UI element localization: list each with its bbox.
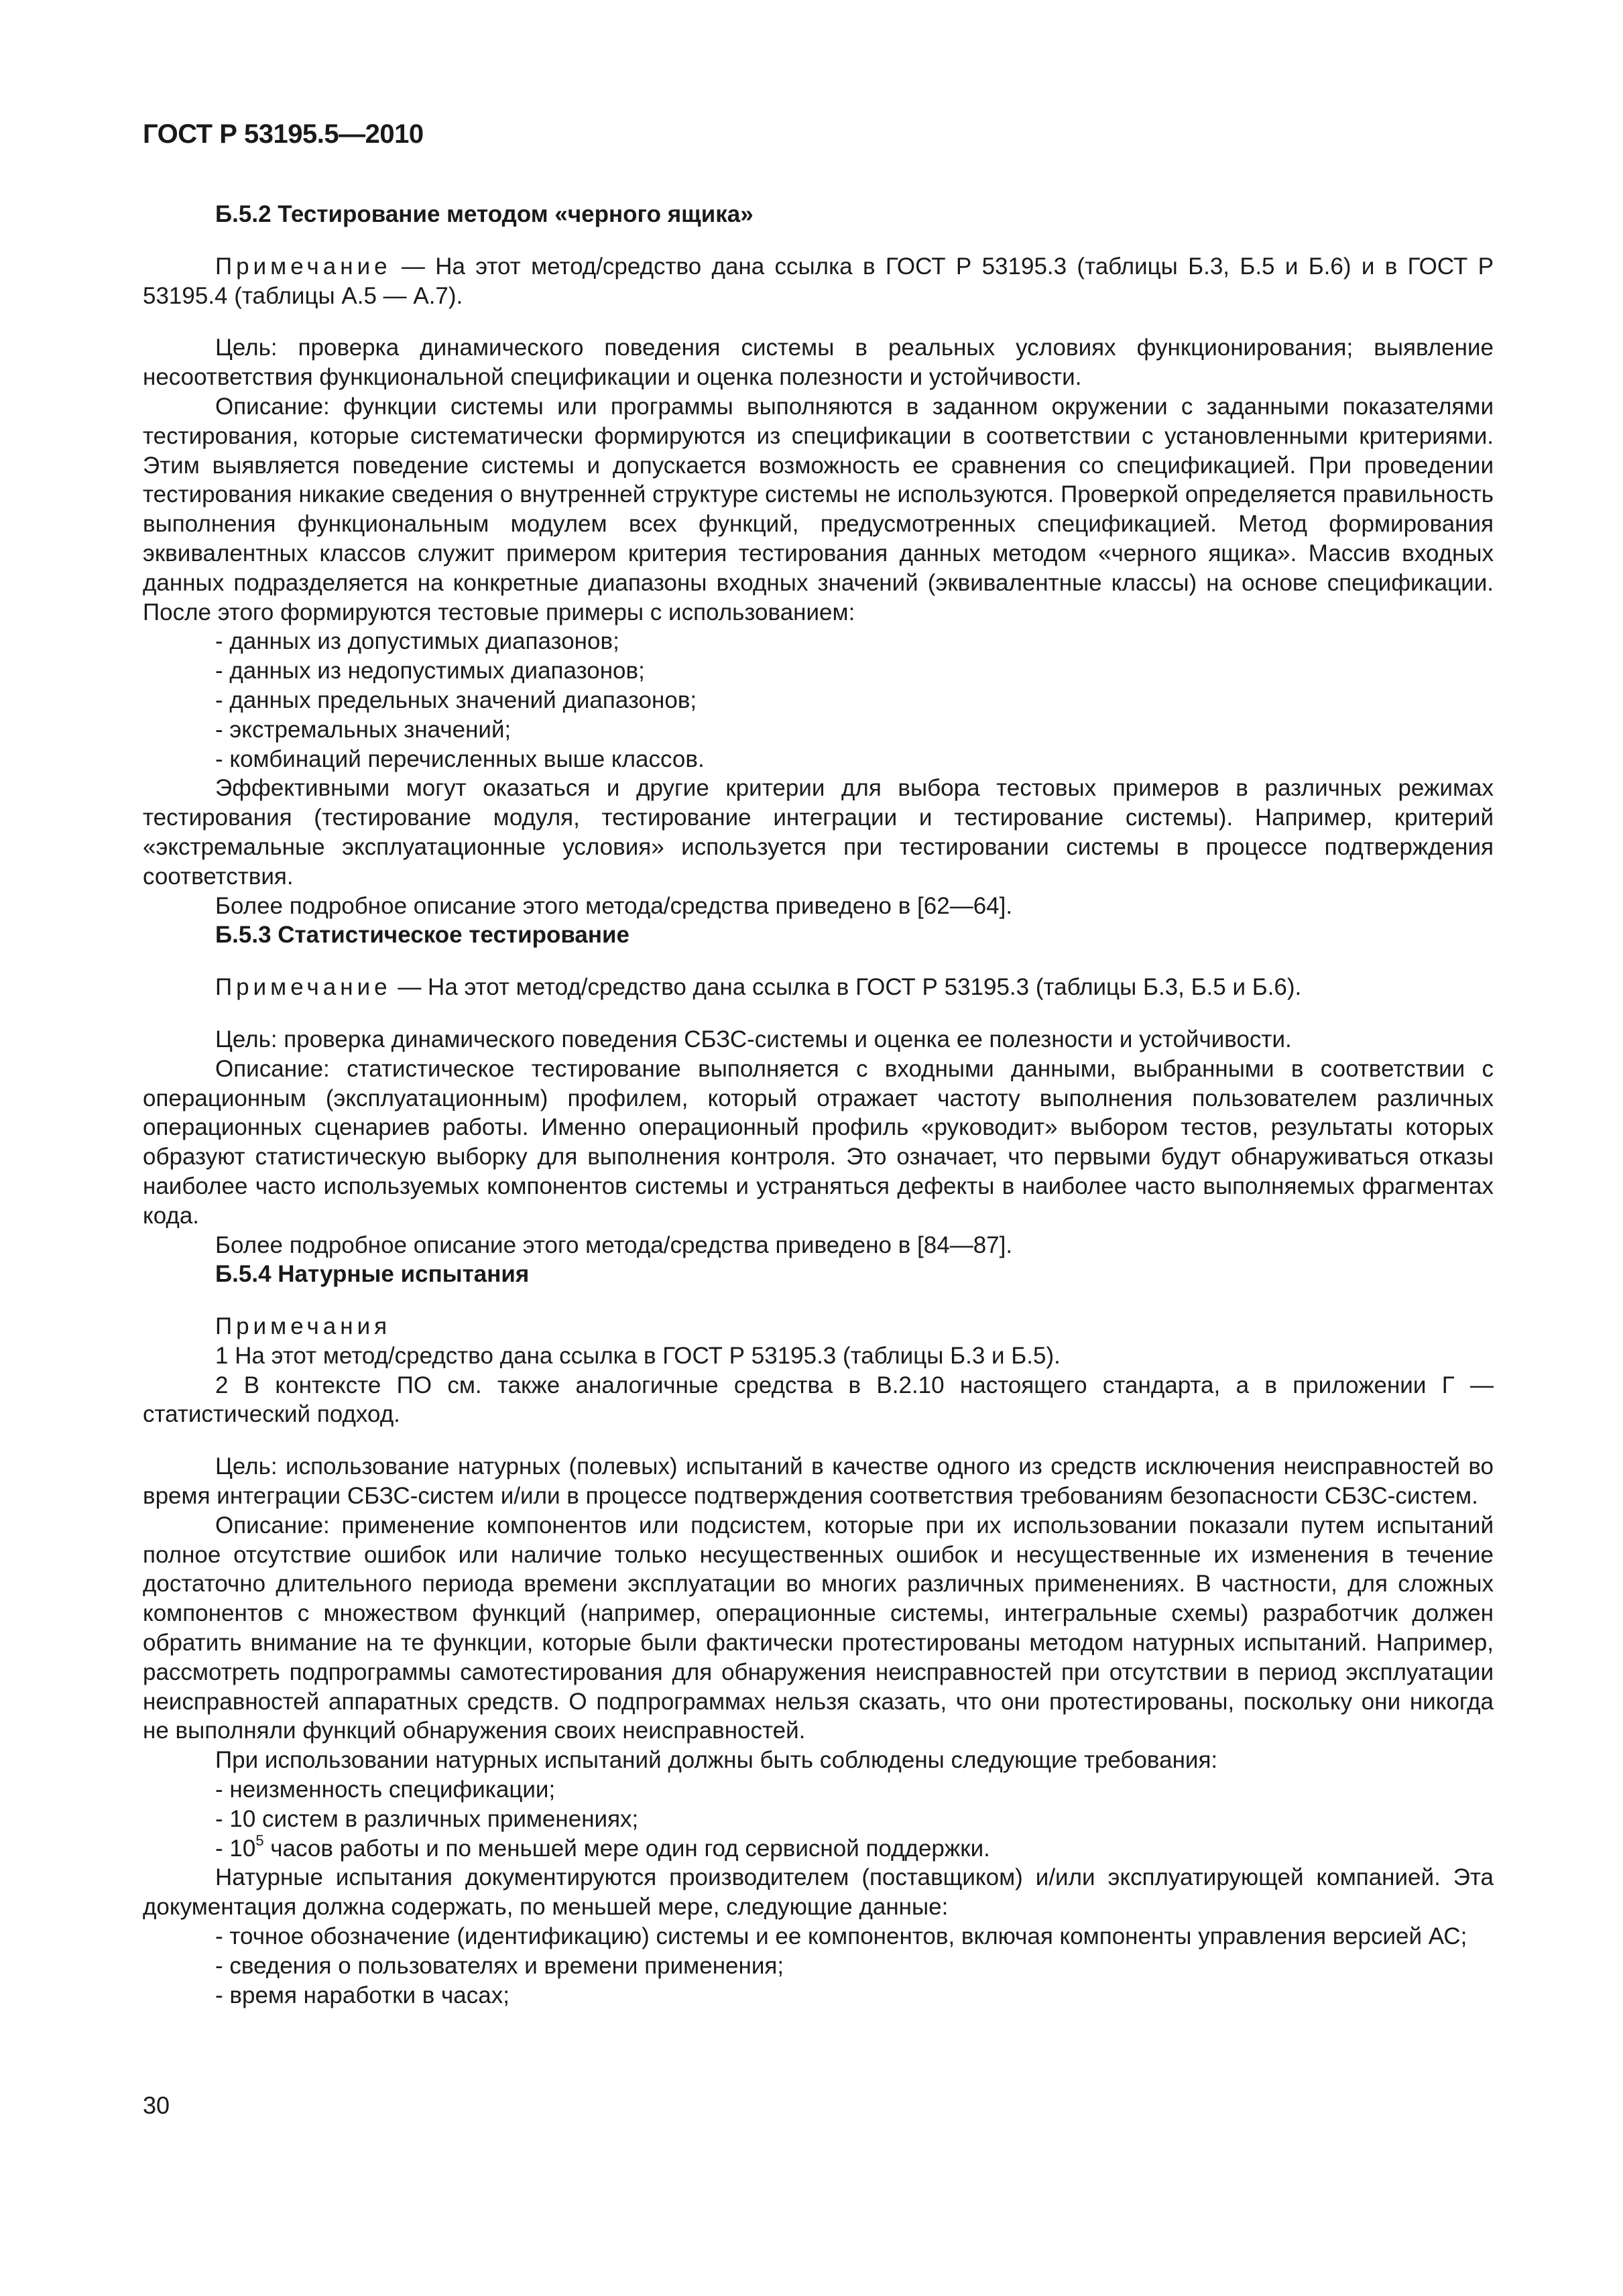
reference-b52: Более подробное описание этого метода/средства приведено в [62—64].: [215, 892, 1013, 919]
document-body: [143, 200, 1494, 2010]
section-heading-b54: Б.5.4 Натурные испытания: [215, 1261, 530, 1288]
description-b52: Описание: функции системы или программы выполняются в заданном окружении с заданными показателями тестирования, которые систематически формируются из спецификации в соответствии с установленными критериями. Этим выявляется поведение системы и допускается возможность ее сравнения со спецификацией. При проведении тестирования никакие сведения о внутренней структуре системы не используются. Проверкой определяется правильность выполнения функциональным модулем всех функций, предусмотренных спецификацией. Метод формирования эквивалентных классов служит примером критерия тестирования данных методом «черного ящика». Массив входных данных подразделяется на конкретные диапазоны входных значений (эквивалентные классы) на основе спецификации. После этого формируются тестовые примеры с использованием:: [143, 393, 1494, 625]
superscript: 5: [255, 1831, 264, 1849]
section-heading-b53: Б.5.3 Статистическое тестирование: [215, 922, 630, 949]
requirements-intro: При использовании натурных испытаний должны быть соблюдены следующие требования:: [215, 1747, 1218, 1774]
description-b54: Описание: применение компонентов или подсистем, которые при их использовании показали путем испытаний полное отсутствие ошибок или наличие только несущественных ошибок и несущественные их изменения в течение достаточно длительного периода времени эксплуатации во многих различных применениях. В частности, для сложных компонентов с множеством функций (например, операционные системы, интегральные схемы) разработчик должен обратить внимание на те функции, которые были фактически протестированы методом натурных испытаний. Например, рассмотреть подпрограммы самотестирования для обнаружения неисправностей при отсутствии в период эксплуатации неисправностей аппаратных средств. О подпрограммах нельзя сказать, что они протестированы, поскольку они никогда не выполняли функций обнаружения своих неисправностей.: [143, 1512, 1494, 1744]
list-item: - данных из недопустимых диапазонов;: [215, 658, 645, 684]
documentation-b54: Натурные испытания документируются производителем (поставщиком) и/или эксплуатирующей компанией. Эта документация должна содержать, по меньшей мере, следующие данные:: [143, 1864, 1494, 1921]
goal-b52: Цель: проверка динамического поведения системы в реальных условиях функционирования; выявление несоответствия функциональной спецификации и оценка полезности и устойчивости.: [143, 335, 1494, 391]
list-item: - 10 систем в различных применениях;: [215, 1805, 639, 1832]
req-text: - 10: [215, 1835, 256, 1862]
list-item: - время наработки в часах;: [215, 1982, 509, 2008]
note-text: — На этот метод/средство дана ссылка в ГОСТ Р 53195.3 (таблицы Б.3, Б.5 и Б.6).: [391, 974, 1302, 1001]
list-item: - комбинаций перечисленных выше классов.: [215, 745, 705, 772]
note-label: Примечание: [215, 974, 392, 1001]
note-2-b54: 2 В контексте ПО см. также аналогичные средства в В.2.10 настоящего стандарта, а в приложении Г — статистический подход.: [143, 1372, 1494, 1428]
note-label: Примечание: [215, 253, 392, 280]
notes-label: Примечания: [215, 1313, 392, 1340]
list-item: - неизменность спецификации;: [215, 1776, 556, 1803]
note-b52: [143, 252, 1494, 311]
list-item: - данных предельных значений диапазонов;: [215, 686, 697, 713]
list-item: - точное обозначение (идентификацию) системы и ее компонентов, включая компоненты управления версией АС;: [215, 1923, 1467, 1950]
goal-b53: Цель: проверка динамического поведения СБЗС-системы и оценка ее полезности и устойчивости.: [215, 1026, 1292, 1052]
note-1-b54: 1 На этот метод/средство дана ссылка в ГОСТ Р 53195.3 (таблицы Б.3 и Б.5).: [215, 1342, 1061, 1369]
standard-header: ГОСТ Р 53195.5—2010: [143, 119, 424, 149]
list-item: - данных из допустимых диапазонов;: [215, 628, 619, 655]
notes-label-b54: [143, 1312, 1494, 1341]
list-item: - экстремальных значений;: [215, 716, 512, 743]
req-text: часов работы и по меньшей мере один год сервисной поддержки.: [263, 1835, 990, 1862]
description-b53: Описание: статистическое тестирование выполняется с входными данными, выбранными в соответствии с операционным (эксплуатационным) профилем, который отражает частоту выполнения пользователем различных операционных сценариев работы. Именно операционный профиль «руководит» выбором тестов, результаты которых образуют статистическую выборку для выполнения контроля. Это означает, что первыми будут обнаруживаться отказы наиболее часто используемых компонентов системы и устраняться дефекты в наиболее часто выполняемых фрагментах кода.: [143, 1055, 1494, 1229]
note-b53: [143, 973, 1494, 1002]
page-number: 30: [143, 2092, 170, 2119]
list-item: [143, 1831, 1494, 1864]
effective-b52: Эффективными могут оказаться и другие критерии для выбора тестовых примеров в различных режимах тестирования (тестирование модуля, тестирование интеграции и тестирование системы). Например, критерий «экстремальные эксплуатационные условия» используется при тестировании системы в процессе подтверждения соответствия.: [143, 775, 1494, 890]
reference-b53: Более подробное описание этого метода/средства приведено в [84—87].: [215, 1231, 1013, 1258]
goal-b54: Цель: использование натурных (полевых) испытаний в качестве одного из средств исключения неисправностей во время интеграции СБЗС-систем и/или в процессе подтверждения соответствия требованиям безопасности СБЗС-систем.: [143, 1453, 1494, 1510]
section-heading-b52: Б.5.2 Тестирование методом «черного ящика»: [215, 201, 754, 227]
note-text: — На этот метод/средство дана ссылка в ГОСТ Р 53195.3 (таблицы Б.3, Б.5 и Б.6) и в ГОСТ Р 53195.4 (таблицы А.5 — А.7).: [143, 253, 1494, 309]
list-item: - сведения о пользователях и времени применения;: [215, 1952, 784, 1979]
